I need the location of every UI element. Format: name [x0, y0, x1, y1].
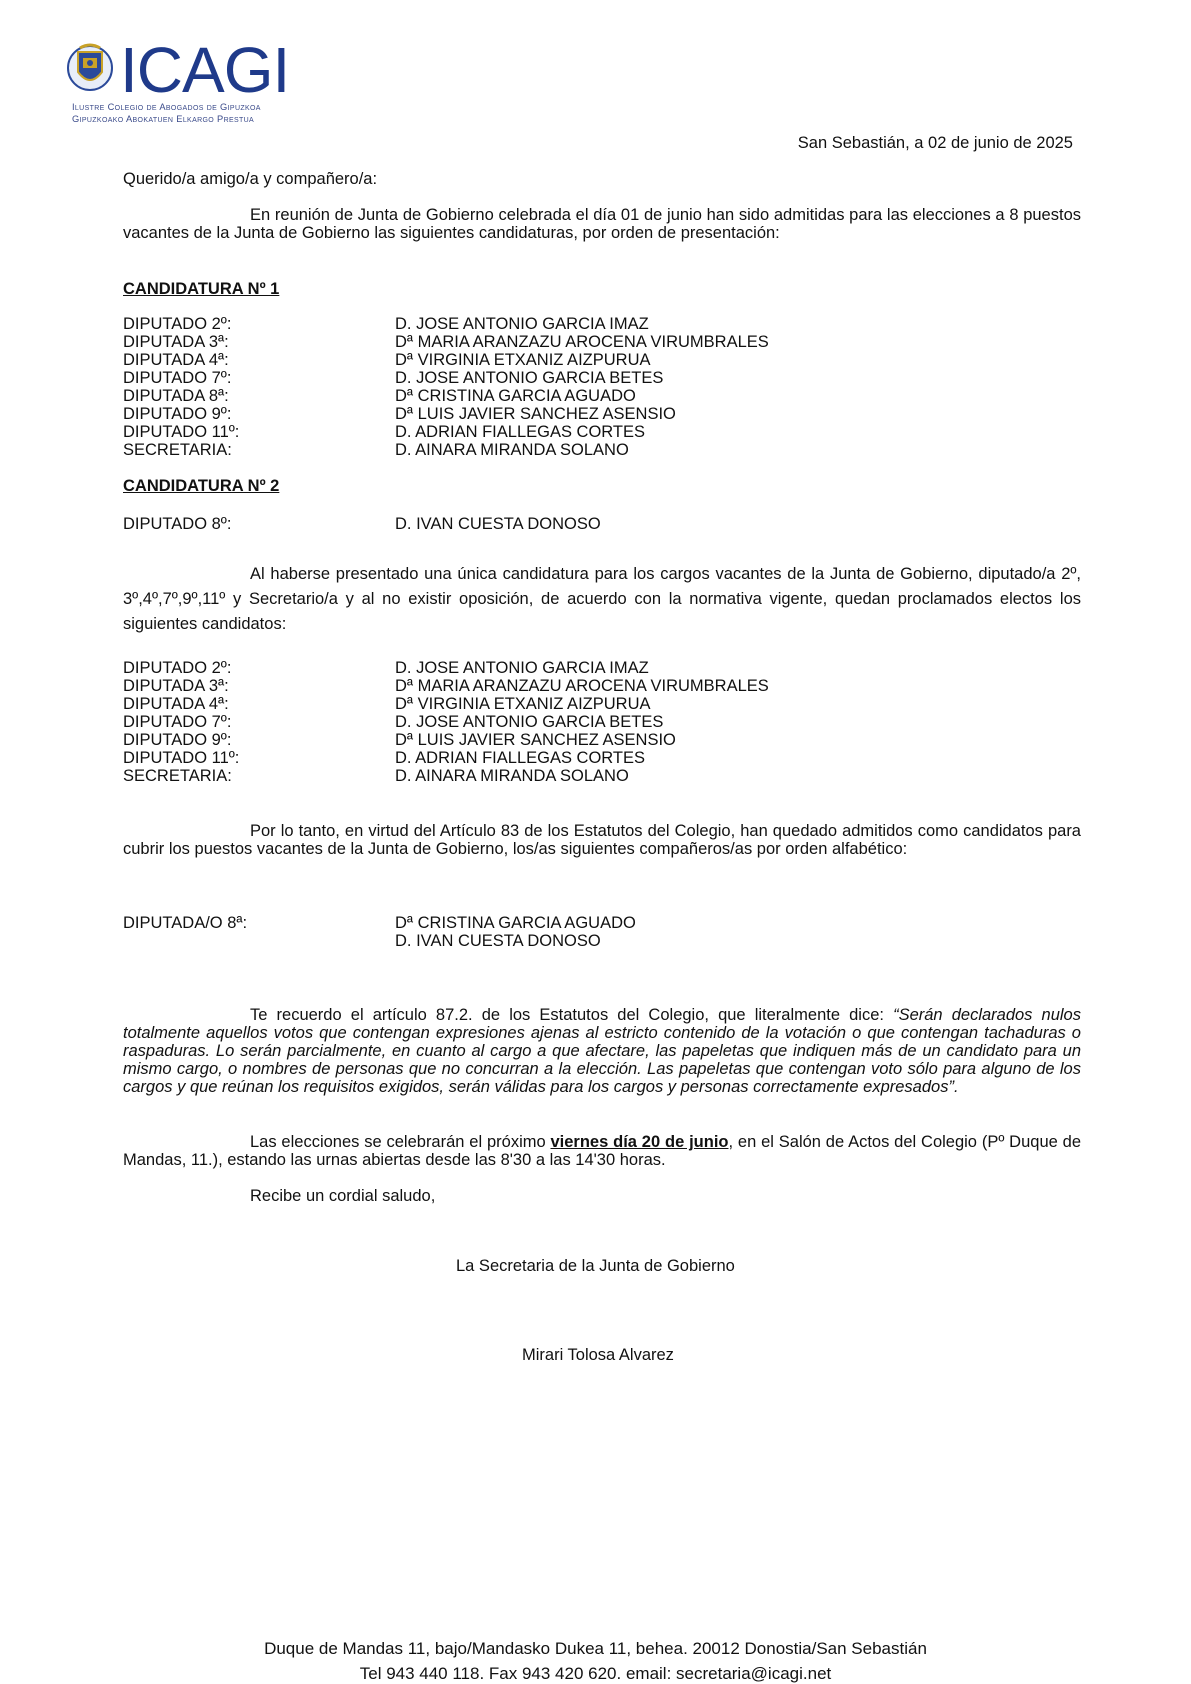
cargo-label: DIPUTADO 7º:	[123, 369, 232, 387]
candidate-name: D. AINARA MIRANDA SOLANO	[395, 441, 629, 459]
cargo-label: DIPUTADA 4ª:	[123, 351, 229, 369]
footer-contact: Tel 943 440 118. Fax 943 420 620. email: secretaria@icagi.net	[359, 1664, 832, 1683]
candidate-name: Dª LUIS JAVIER SANCHEZ ASENSIO	[395, 731, 676, 749]
candidate-name: Dª MARIA ARANZAZU AROCENA VIRUMBRALES	[395, 677, 769, 695]
cargo-label: DIPUTADO 8º:	[123, 515, 232, 533]
candidate-name: Dª LUIS JAVIER SANCHEZ ASENSIO	[395, 405, 676, 423]
cargo-label: DIPUTADA 3ª:	[123, 333, 229, 351]
logo-subtitle-eu: Gipuzkoako Abokatuen Elkargo Prestua	[72, 114, 255, 124]
article-83-paragraph: Por lo tanto, en virtud del Artículo 83 de los Estatutos del Colegio, han quedado admitidos como candidatos para cubrir los puestos vacantes de la Junta de Gobierno, los/as siguientes compañeros/as por orden alfabético:	[123, 822, 1081, 858]
article-87-quote: “Serán declarados nulos totalmente aquellos votos que contengan expresiones ajenas al estricto contenido de la votación o que contengan tachaduras o raspaduras. Lo serán parcialmente, en cuanto al cargo a que afectare, las papeletas que indiquen más de un candidato para un mismo cargo, o nombres de personas que no concurran a la elección. Las papeletas que contengan voto sólo para alguno de los cargos y que reúnan los requisitos exigidos, serán válidas para los cargos y personas correctamente expresados”.	[123, 1006, 1081, 1096]
letterhead-logo	[66, 34, 296, 124]
candidate-name: Dª MARIA ARANZAZU AROCENA VIRUMBRALES	[395, 333, 769, 351]
article-87-paragraph	[123, 1006, 1081, 1096]
greeting: Querido/a amigo/a y compañero/a:	[123, 170, 378, 188]
logo-subtitle-es: Ilustre Colegio de Abogados de Gipuzkoa	[72, 102, 261, 112]
candidate-name: D. ADRIAN FIALLEGAS CORTES	[395, 423, 646, 441]
candidate-name: Dª VIRGINIA ETXANIZ AIZPURUA	[395, 351, 651, 369]
cargo-label: DIPUTADA/O 8ª:	[123, 914, 248, 932]
candidate-name: D. JOSE ANTONIO GARCIA BETES	[395, 369, 664, 387]
cargo-label: DIPUTADO 2º:	[123, 659, 232, 677]
elections-text-post: , en el Salón de Actos del Colegio (Pº Duque de Mandas, 11.), estando las urnas abiertas desde las 8'30 a las 14'30 horas.	[123, 1133, 1081, 1169]
elections-paragraph	[123, 1133, 1081, 1169]
candidate-name: Dª CRISTINA GARCIA AGUADO	[395, 914, 636, 932]
coat-of-arms-icon	[66, 42, 114, 100]
cargo-label: DIPUTADA 8ª:	[123, 387, 229, 405]
footer-address: Duque de Mandas 11, bajo/Mandasko Dukea 11, behea. 20012 Donostia/San Sebastián	[264, 1639, 927, 1658]
cargo-label: DIPUTADO 9º:	[123, 731, 232, 749]
candidate-name: D. ADRIAN FIALLEGAS CORTES	[395, 749, 646, 767]
candidatura-1-heading: CANDIDATURA Nº 1	[123, 280, 280, 298]
elections-date: viernes día 20 de junio	[550, 1133, 729, 1151]
cargo-label: DIPUTADA 4ª:	[123, 695, 229, 713]
cargo-label: DIPUTADO 7º:	[123, 713, 232, 731]
article-87-intro: Te recuerdo el artículo 87.2. de los Estatutos del Colegio, que literalmente dice:	[250, 1006, 894, 1024]
candidate-name: D. JOSE ANTONIO GARCIA IMAZ	[395, 659, 649, 677]
cargo-label: SECRETARIA:	[123, 767, 232, 785]
candidatura-2-heading: CANDIDATURA Nº 2	[123, 477, 280, 495]
candidate-name: D. IVAN CUESTA DONOSO	[395, 515, 601, 533]
cargo-label: DIPUTADO 9º:	[123, 405, 232, 423]
candidate-name: D. JOSE ANTONIO GARCIA IMAZ	[395, 315, 649, 333]
candidate-name: Dª CRISTINA GARCIA AGUADO	[395, 387, 636, 405]
cargo-label: DIPUTADA 3ª:	[123, 677, 229, 695]
proclamation-paragraph: Al haberse presentado una única candidatura para los cargos vacantes de la Junta de Gobierno, diputado/a 2º, 3º,4º,7º,9º,11º y Secretario/a y al no existir oposición, de acuerdo con la normativa vigente, quedan proclamados electos los siguientes candidatos:	[123, 565, 1081, 633]
letter-date: San Sebastián, a 02 de junio de 2025	[797, 134, 1073, 152]
intro-paragraph: En reunión de Junta de Gobierno celebrada el día 01 de junio han sido admitidas para las elecciones a 8 puestos vacantes de la Junta de Gobierno las siguientes candidaturas, por orden de presentación:	[123, 206, 1081, 242]
candidate-name: Dª VIRGINIA ETXANIZ AIZPURUA	[395, 695, 651, 713]
cargo-label: DIPUTADO 2º:	[123, 315, 232, 333]
closing: Recibe un cordial saludo,	[250, 1187, 436, 1205]
cargo-label: DIPUTADO 11º:	[123, 749, 240, 767]
logo-wordmark: ICAGI	[120, 34, 290, 106]
signature-role: La Secretaria de la Junta de Gobierno	[456, 1257, 735, 1275]
cargo-label: SECRETARIA:	[123, 441, 232, 459]
elections-text-pre: Las elecciones se celebrarán el próximo	[250, 1133, 551, 1151]
candidate-name: D. IVAN CUESTA DONOSO	[395, 932, 601, 950]
cargo-label: DIPUTADO 11º:	[123, 423, 240, 441]
candidate-name: D. JOSE ANTONIO GARCIA BETES	[395, 713, 664, 731]
candidate-name: D. AINARA MIRANDA SOLANO	[395, 767, 629, 785]
signature-name: Mirari Tolosa Alvarez	[522, 1346, 674, 1364]
